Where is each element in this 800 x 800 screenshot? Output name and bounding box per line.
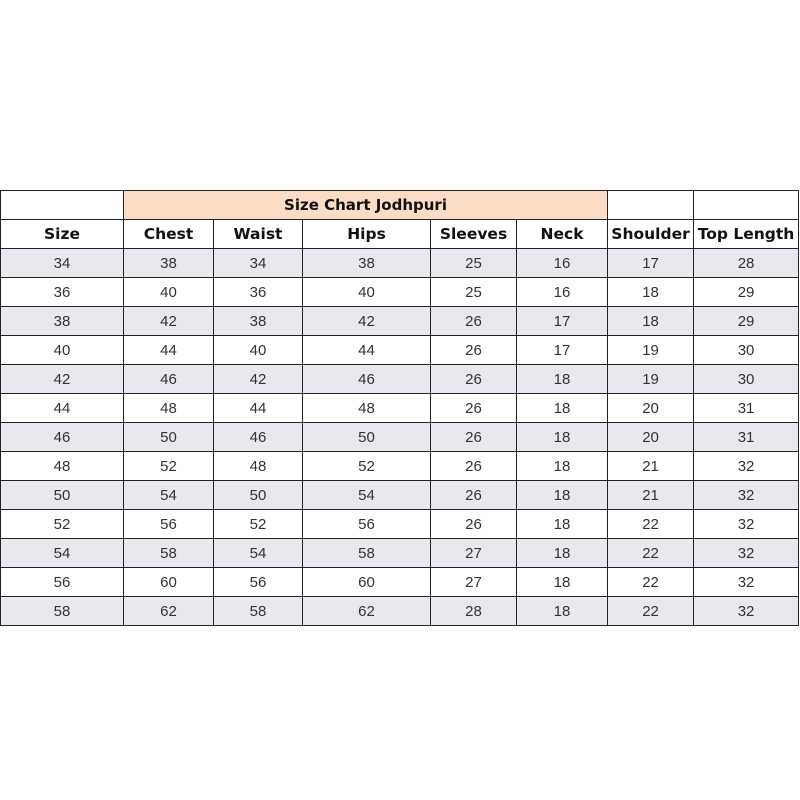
cell-hips: 62	[303, 597, 431, 626]
column-header-waist: Waist	[214, 220, 303, 249]
cell-size: 36	[1, 278, 124, 307]
column-header-neck: Neck	[517, 220, 608, 249]
column-header-chest: Chest	[124, 220, 214, 249]
cell-top-length: 29	[694, 307, 799, 336]
cell-sleeves: 25	[431, 278, 517, 307]
table-row	[1, 336, 799, 365]
cell-sleeves: 26	[431, 510, 517, 539]
cell-waist: 46	[214, 423, 303, 452]
cell-waist: 56	[214, 568, 303, 597]
cell-waist: 38	[214, 307, 303, 336]
cell-top-length: 30	[694, 336, 799, 365]
cell-top-length: 29	[694, 278, 799, 307]
cell-chest: 38	[124, 249, 214, 278]
cell-size: 44	[1, 394, 124, 423]
column-header-sleeves: Sleeves	[431, 220, 517, 249]
table-row	[1, 394, 799, 423]
cell-chest: 48	[124, 394, 214, 423]
cell-neck: 18	[517, 394, 608, 423]
cell-shoulder: 18	[608, 278, 694, 307]
cell-shoulder: 21	[608, 481, 694, 510]
header-row	[1, 220, 799, 249]
cell-sleeves: 26	[431, 452, 517, 481]
cell-waist: 58	[214, 597, 303, 626]
cell-shoulder: 19	[608, 336, 694, 365]
cell-sleeves: 26	[431, 481, 517, 510]
cell-hips: 56	[303, 510, 431, 539]
table-row	[1, 481, 799, 510]
column-header-size: Size	[1, 220, 124, 249]
cell-size: 52	[1, 510, 124, 539]
cell-neck: 18	[517, 452, 608, 481]
cell-hips: 46	[303, 365, 431, 394]
cell-size: 40	[1, 336, 124, 365]
cell-waist: 54	[214, 539, 303, 568]
cell-sleeves: 26	[431, 423, 517, 452]
chart-title: Size Chart Jodhpuri	[124, 191, 608, 220]
cell-shoulder: 20	[608, 423, 694, 452]
cell-sleeves: 27	[431, 568, 517, 597]
cell-chest: 52	[124, 452, 214, 481]
column-header-top-length: Top Length	[694, 220, 799, 249]
cell-shoulder: 22	[608, 568, 694, 597]
title-blank-shoulder	[608, 191, 694, 220]
table-row	[1, 597, 799, 626]
cell-hips: 52	[303, 452, 431, 481]
cell-chest: 44	[124, 336, 214, 365]
cell-neck: 18	[517, 597, 608, 626]
cell-neck: 16	[517, 249, 608, 278]
table-row	[1, 307, 799, 336]
cell-neck: 18	[517, 365, 608, 394]
cell-neck: 18	[517, 539, 608, 568]
cell-waist: 34	[214, 249, 303, 278]
cell-hips: 54	[303, 481, 431, 510]
cell-chest: 56	[124, 510, 214, 539]
cell-size: 38	[1, 307, 124, 336]
cell-hips: 42	[303, 307, 431, 336]
cell-top-length: 32	[694, 539, 799, 568]
cell-neck: 18	[517, 481, 608, 510]
cell-neck: 17	[517, 307, 608, 336]
table-row	[1, 539, 799, 568]
cell-size: 46	[1, 423, 124, 452]
title-blank-left	[1, 191, 124, 220]
cell-chest: 40	[124, 278, 214, 307]
cell-waist: 44	[214, 394, 303, 423]
cell-sleeves: 26	[431, 307, 517, 336]
cell-chest: 62	[124, 597, 214, 626]
cell-size: 58	[1, 597, 124, 626]
cell-top-length: 32	[694, 510, 799, 539]
table-row	[1, 568, 799, 597]
cell-size: 54	[1, 539, 124, 568]
column-header-shoulder: Shoulder	[608, 220, 694, 249]
cell-shoulder: 18	[608, 307, 694, 336]
cell-sleeves: 27	[431, 539, 517, 568]
cell-top-length: 28	[694, 249, 799, 278]
column-header-hips: Hips	[303, 220, 431, 249]
cell-waist: 42	[214, 365, 303, 394]
cell-hips: 38	[303, 249, 431, 278]
cell-waist: 36	[214, 278, 303, 307]
cell-hips: 50	[303, 423, 431, 452]
cell-neck: 18	[517, 568, 608, 597]
cell-neck: 17	[517, 336, 608, 365]
cell-sleeves: 26	[431, 365, 517, 394]
cell-shoulder: 22	[608, 597, 694, 626]
title-row	[1, 191, 799, 220]
cell-hips: 48	[303, 394, 431, 423]
table-row	[1, 278, 799, 307]
cell-shoulder: 22	[608, 539, 694, 568]
table-row	[1, 452, 799, 481]
cell-shoulder: 22	[608, 510, 694, 539]
cell-hips: 44	[303, 336, 431, 365]
cell-waist: 40	[214, 336, 303, 365]
cell-top-length: 30	[694, 365, 799, 394]
cell-chest: 60	[124, 568, 214, 597]
cell-hips: 58	[303, 539, 431, 568]
size-chart-table	[0, 190, 799, 626]
cell-chest: 46	[124, 365, 214, 394]
cell-size: 34	[1, 249, 124, 278]
cell-chest: 54	[124, 481, 214, 510]
cell-top-length: 32	[694, 568, 799, 597]
cell-shoulder: 19	[608, 365, 694, 394]
cell-shoulder: 20	[608, 394, 694, 423]
cell-top-length: 32	[694, 481, 799, 510]
cell-chest: 50	[124, 423, 214, 452]
cell-size: 48	[1, 452, 124, 481]
cell-top-length: 31	[694, 394, 799, 423]
cell-size: 42	[1, 365, 124, 394]
cell-neck: 16	[517, 278, 608, 307]
cell-waist: 50	[214, 481, 303, 510]
table-row	[1, 365, 799, 394]
table-row	[1, 249, 799, 278]
cell-size: 56	[1, 568, 124, 597]
cell-waist: 52	[214, 510, 303, 539]
cell-size: 50	[1, 481, 124, 510]
table-row	[1, 510, 799, 539]
cell-shoulder: 17	[608, 249, 694, 278]
cell-hips: 60	[303, 568, 431, 597]
cell-chest: 58	[124, 539, 214, 568]
cell-top-length: 32	[694, 452, 799, 481]
cell-neck: 18	[517, 423, 608, 452]
table-row	[1, 423, 799, 452]
title-blank-top-length	[694, 191, 799, 220]
cell-waist: 48	[214, 452, 303, 481]
cell-sleeves: 26	[431, 336, 517, 365]
cell-sleeves: 25	[431, 249, 517, 278]
cell-top-length: 31	[694, 423, 799, 452]
cell-chest: 42	[124, 307, 214, 336]
cell-top-length: 32	[694, 597, 799, 626]
cell-hips: 40	[303, 278, 431, 307]
cell-shoulder: 21	[608, 452, 694, 481]
cell-sleeves: 26	[431, 394, 517, 423]
cell-sleeves: 28	[431, 597, 517, 626]
cell-neck: 18	[517, 510, 608, 539]
